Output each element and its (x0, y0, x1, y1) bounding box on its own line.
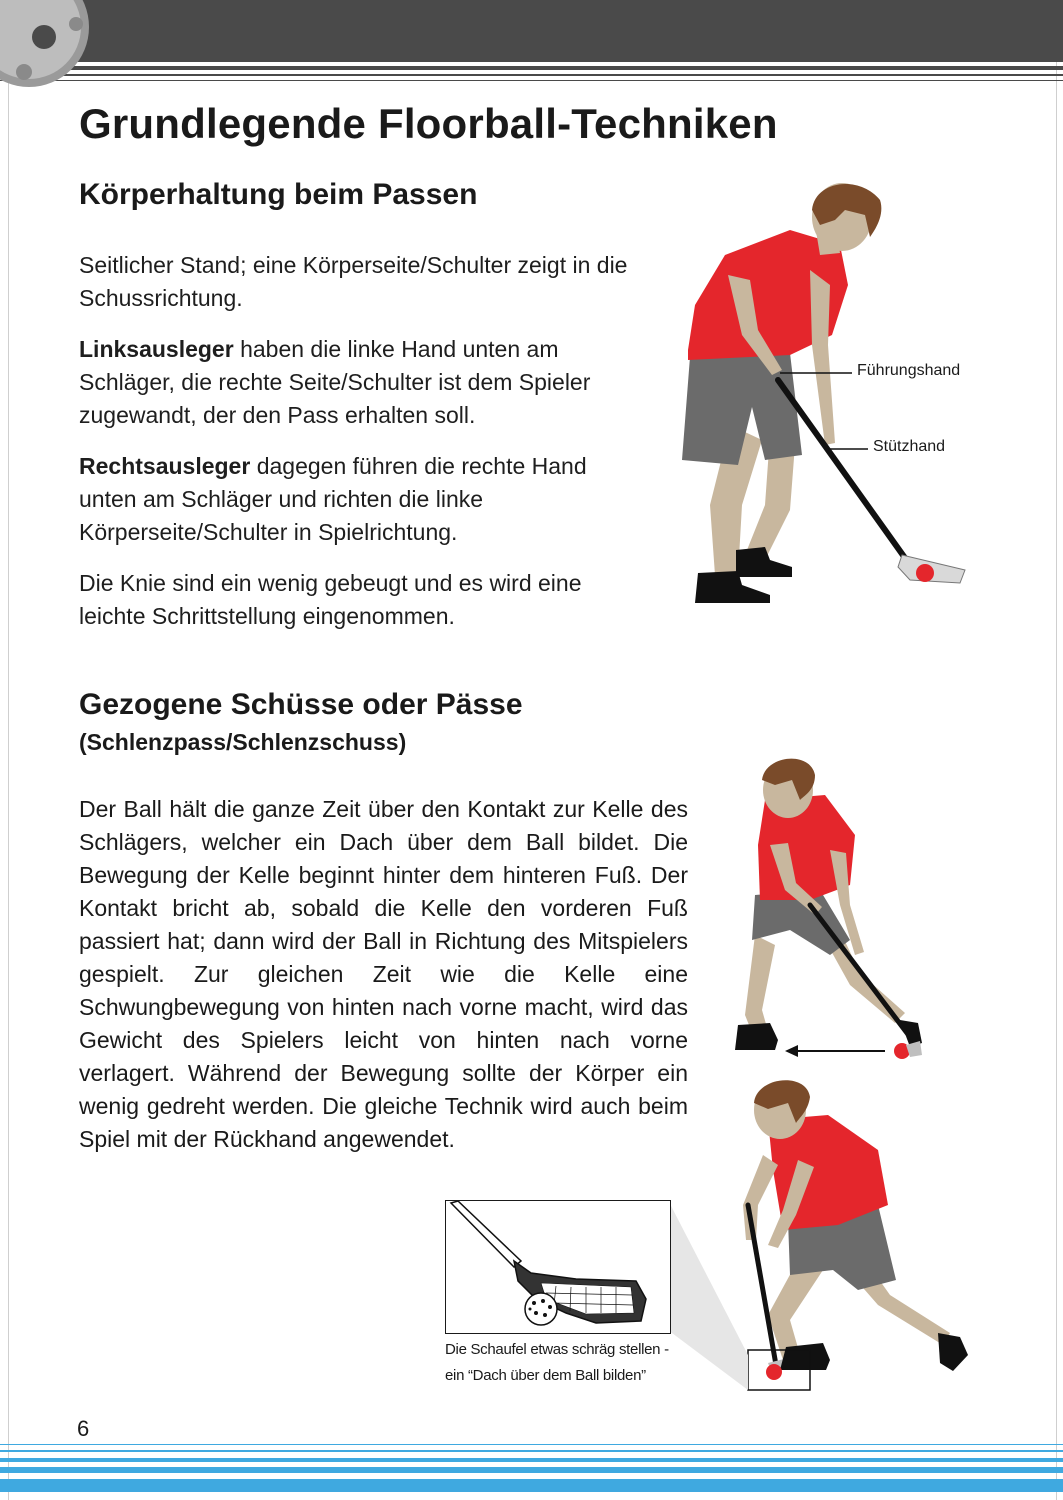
paragraph-knees: Die Knie sind ein wenig gebeugt und es wird eine leichte Schrittstellung eingenommen. (79, 570, 582, 629)
page-border-right (1056, 0, 1057, 1500)
stick-blade-detail-illustration (446, 1201, 670, 1333)
header-bar (0, 0, 1063, 62)
footer-stripe (0, 1467, 1063, 1473)
footer-stripe (0, 1444, 1063, 1445)
inset-caption-line-1: Die Schaufel etwas schräg stellen - (445, 1341, 669, 1358)
paragraph-left-handed (79, 333, 639, 432)
section-subheading-drawn-shots: (Schlenzpass/Schlenzschuss) (79, 729, 407, 755)
paragraph-left-handed-text: haben die linke Hand unten am Schläger, die rechte Seite/Schulter ist dem Spieler zugewandt, der den Pass erhalten soll. (79, 336, 591, 428)
paragraph-drawn-shot-technique: Der Ball hält die ganze Zeit über den Kontakt zur Kelle des Schlägers, welcher ein Dach über dem Ball bildet. Die Bewegung der Kelle beginnt hinter dem hinteren Fuß. Der Kontakt bricht ab, sobald die Kelle den vorderen Fuß passiert hat; dann wird der Ball in Richtung des Mitspielers gespielt. Zur gleichen Zeit wie die Kelle eine Schwungbewegung von hinten nach vorne macht, wird das Gewicht des Spielers leicht von hinten nach vorne verlagert. Während der Bewegung sollte der Körper ein wenig gedreht werden. Die gleiche Technik wird auch beim Spiel mit der Rückhand angewendet. (79, 796, 688, 1152)
footer-stripe (0, 1479, 1063, 1492)
footer-stripe (0, 1450, 1063, 1452)
paragraph-stance: Seitlicher Stand; eine Körperseite/Schulter zeigt in die Schussrichtung. (79, 252, 628, 311)
header-stripe (0, 80, 1063, 81)
header-stripe (0, 66, 1063, 70)
label-leading-hand: Führungshand (857, 362, 961, 379)
stick-blade-detail-inset (445, 1200, 671, 1334)
player-drawing-ball-illustration (730, 755, 940, 1065)
label-support-hand: Stützhand (873, 438, 946, 455)
footer-stripe (0, 1458, 1063, 1462)
page-border-left (8, 0, 9, 1500)
page-number: 6 (77, 1416, 90, 1441)
inset-caption (445, 1337, 669, 1389)
inset-connector (668, 1195, 758, 1395)
floorball-logo-icon (0, 0, 94, 92)
section-heading-drawn-shots: Gezogene Schüsse oder Pässe (79, 688, 523, 721)
paragraph-right-handed-text: dagegen führen die rechte Hand unten am Schläger und richten die linke Körperseite/Schulter in Spielrichtung. (79, 453, 587, 545)
section-heading-body-posture: Körperhaltung beim Passen (79, 178, 478, 211)
page-title: Grundlegende Floorball-Techniken (79, 100, 778, 147)
term-right-handed: Rechtsausleger (79, 453, 251, 479)
player-follow-through-illustration (728, 1075, 973, 1395)
paragraph-right-handed (79, 450, 639, 549)
player-passing-stance-illustration (670, 175, 980, 615)
header-stripe (0, 74, 1063, 76)
inset-caption-line-2: ein “Dach über dem Ball bilden” (445, 1367, 646, 1384)
term-left-handed: Linksausleger (79, 336, 234, 362)
